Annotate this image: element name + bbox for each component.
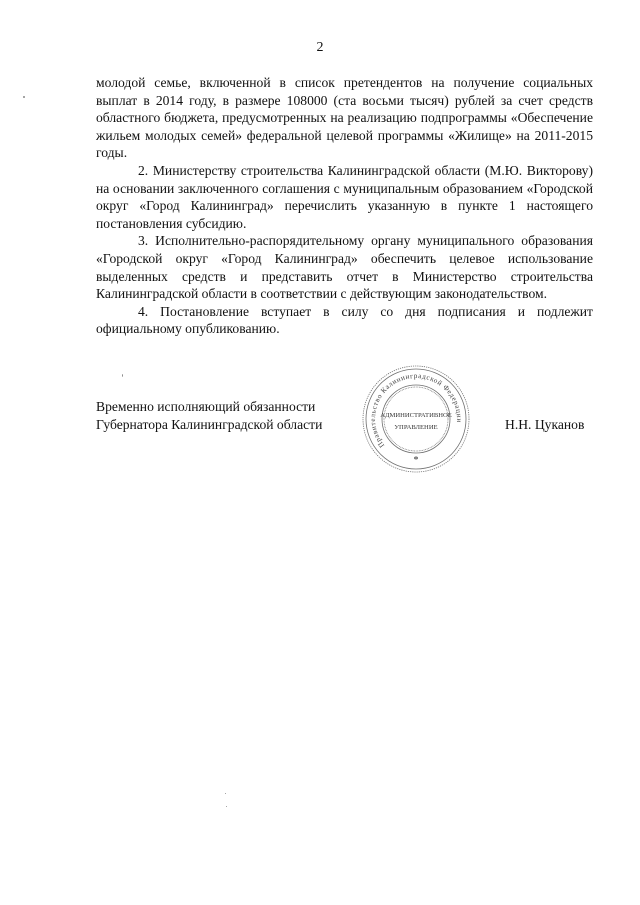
seal-center-line-1: АДМИНИСТРАТИВНОЕ bbox=[380, 412, 452, 419]
signatory-name: Н.Н. Цуканов bbox=[505, 417, 585, 432]
scan-speck bbox=[122, 374, 123, 377]
signatory-title-line-2: Губернатора Калининградской области bbox=[96, 416, 323, 432]
signatory-title-line-1: Временно исполняющий обязанности bbox=[96, 399, 316, 414]
scan-speck bbox=[225, 793, 226, 794]
seal-center-line-2: УПРАВЛЕНИЕ bbox=[394, 424, 438, 431]
paragraph-4: 4. Постановление вступает в силу со дня подписания и подлежит официальному опубликованию. bbox=[96, 303, 593, 337]
page-number: 2 bbox=[316, 40, 324, 55]
seal-star: * bbox=[413, 455, 419, 466]
scan-speck bbox=[23, 96, 25, 98]
seal-ring-text: Правительство Калининградской Федерации bbox=[368, 371, 464, 449]
paragraph-1-continuation: молодой семье, включенной в список претендентов на получение социальных выплат в 2014 году, в размере 108000 (ста восьми тысяч) рублей за счет средств областного бюджета, предусмотренных на реализацию подпрограммы «Обеспечение жильем молодых семей» федеральной целевой программы «Жилище» на 2011-2015 годы. bbox=[96, 75, 593, 161]
paragraph-2: 2. Министерству строительства Калининградской области (М.Ю. Викторову) на основании заключенного соглашения с муниципальным образованием «Городской округ «Город Калининград» перечислить указанную в пункте 1 настоящего постановления субсидию. bbox=[96, 162, 593, 231]
paragraph-3: 3. Исполнительно-распорядительному органу муниципального образования «Городской округ «Город Калининград» обеспечить целевое использование выделенных средств и представить отчет в Министерство строительства Калининградской области в соответствии с действующим законодательством. bbox=[96, 233, 593, 302]
document-body bbox=[96, 74, 593, 338]
signatory-title bbox=[96, 398, 376, 433]
scan-speck bbox=[226, 806, 227, 807]
official-seal bbox=[360, 363, 472, 475]
